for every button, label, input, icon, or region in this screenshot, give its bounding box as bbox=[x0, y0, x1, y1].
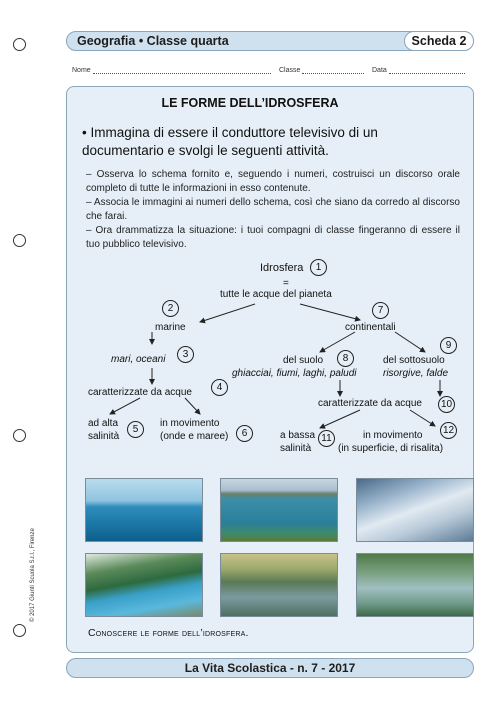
footer-bar: La Vita Scolastica - n. 7 - 2017 bbox=[66, 658, 474, 678]
copyright-notice: © 2017 Giunti Scuola S.r.l., Firenze bbox=[30, 528, 36, 622]
schema-number: 6 bbox=[236, 425, 253, 442]
instruction-item: – Associa le immagini ai numeri dello schema, così che siano da corredo al discorso che farai. bbox=[86, 197, 460, 222]
swamp-photo bbox=[220, 553, 338, 617]
schema-number: 8 bbox=[337, 350, 354, 367]
schema-salinita-bassa: salinità bbox=[280, 443, 312, 454]
instruction-item: – Ora drammatizza la situazione: i tuoi compagni di classe fingeranno di essere il tuo pubblico televisivo. bbox=[86, 225, 460, 250]
instruction-item: – Osserva lo schema fornito e, seguendo i numeri, costruisci un discorso orale completo di tutte le informazioni in esso contenute. bbox=[86, 169, 460, 194]
date-label: Data bbox=[372, 67, 387, 74]
schema-number: 7 bbox=[372, 302, 389, 319]
schema-suolo-esempi: ghiacciai, fiumi, laghi, paludi bbox=[232, 368, 357, 379]
schema-caratterizzate-2: caratterizzate da acque bbox=[318, 398, 422, 409]
schema-in-movimento-1: in movimento bbox=[160, 418, 220, 429]
schema-number: 9 bbox=[440, 337, 457, 354]
schema-mari-oceani: mari, oceani bbox=[111, 354, 166, 365]
class-field[interactable] bbox=[279, 67, 364, 74]
river-photo bbox=[85, 553, 203, 617]
caption-text: Conoscere le forme dell’idrosfera. bbox=[88, 627, 249, 639]
schema-equals: = bbox=[283, 278, 289, 289]
schema-definition: tutte le acque del pianeta bbox=[220, 289, 332, 300]
schema-a-bassa: a bassa bbox=[280, 430, 316, 441]
schema-onde-maree: (onde e maree) bbox=[160, 431, 229, 442]
schema-in-movimento-2: in movimento bbox=[363, 430, 423, 441]
binder-hole bbox=[13, 234, 26, 247]
schema-number: 4 bbox=[211, 379, 228, 396]
page-title: LE FORME DELL’IDROSFERA bbox=[161, 96, 339, 110]
schema-del-sottosuolo: del sottosuolo bbox=[383, 355, 445, 366]
caption bbox=[88, 627, 249, 639]
schema-superficie-risalita: (in superficie, di risalita) bbox=[338, 443, 444, 454]
instructions bbox=[86, 168, 460, 252]
schema-sottosuolo-esempi: risorgive, falde bbox=[383, 368, 449, 379]
schema-idrosfera: Idrosfera bbox=[260, 262, 304, 274]
binder-hole bbox=[13, 624, 26, 637]
task-heading: • Immagina di essere il conduttore televisivo di un documentario e svolgi le seguenti attività. bbox=[82, 125, 378, 158]
header-bar bbox=[66, 31, 474, 51]
schema-number: 5 bbox=[127, 421, 144, 438]
name-label: Nome bbox=[72, 67, 91, 74]
schema-continentali: continentali bbox=[345, 322, 396, 333]
schema-marine: marine bbox=[155, 322, 186, 333]
schema-number: 11 bbox=[318, 430, 335, 447]
sea-waves-photo bbox=[85, 478, 203, 542]
schema-number: 10 bbox=[438, 396, 455, 413]
binder-hole bbox=[13, 38, 26, 51]
schema-salinita-alta: salinità bbox=[88, 431, 120, 442]
lake-photo bbox=[220, 478, 338, 542]
schema-number: 1 bbox=[310, 259, 327, 276]
schema-number: 2 bbox=[162, 300, 179, 317]
schema-caratterizzate-1: caratterizzate da acque bbox=[88, 387, 192, 398]
glacier-photo bbox=[356, 478, 474, 542]
binder-hole bbox=[13, 429, 26, 442]
date-field[interactable] bbox=[372, 67, 465, 74]
schema-number: 12 bbox=[440, 422, 457, 439]
worksheet-tab: Scheda 2 bbox=[404, 31, 474, 51]
spring-photo bbox=[356, 553, 474, 617]
class-label: Classe bbox=[279, 67, 301, 74]
schema-del-suolo: del suolo bbox=[283, 355, 324, 366]
schema-number: 3 bbox=[177, 346, 194, 363]
schema-ad-alta: ad alta bbox=[88, 418, 119, 429]
subject-title: Geografia • Classe quarta bbox=[77, 34, 229, 48]
name-field[interactable] bbox=[72, 67, 271, 74]
